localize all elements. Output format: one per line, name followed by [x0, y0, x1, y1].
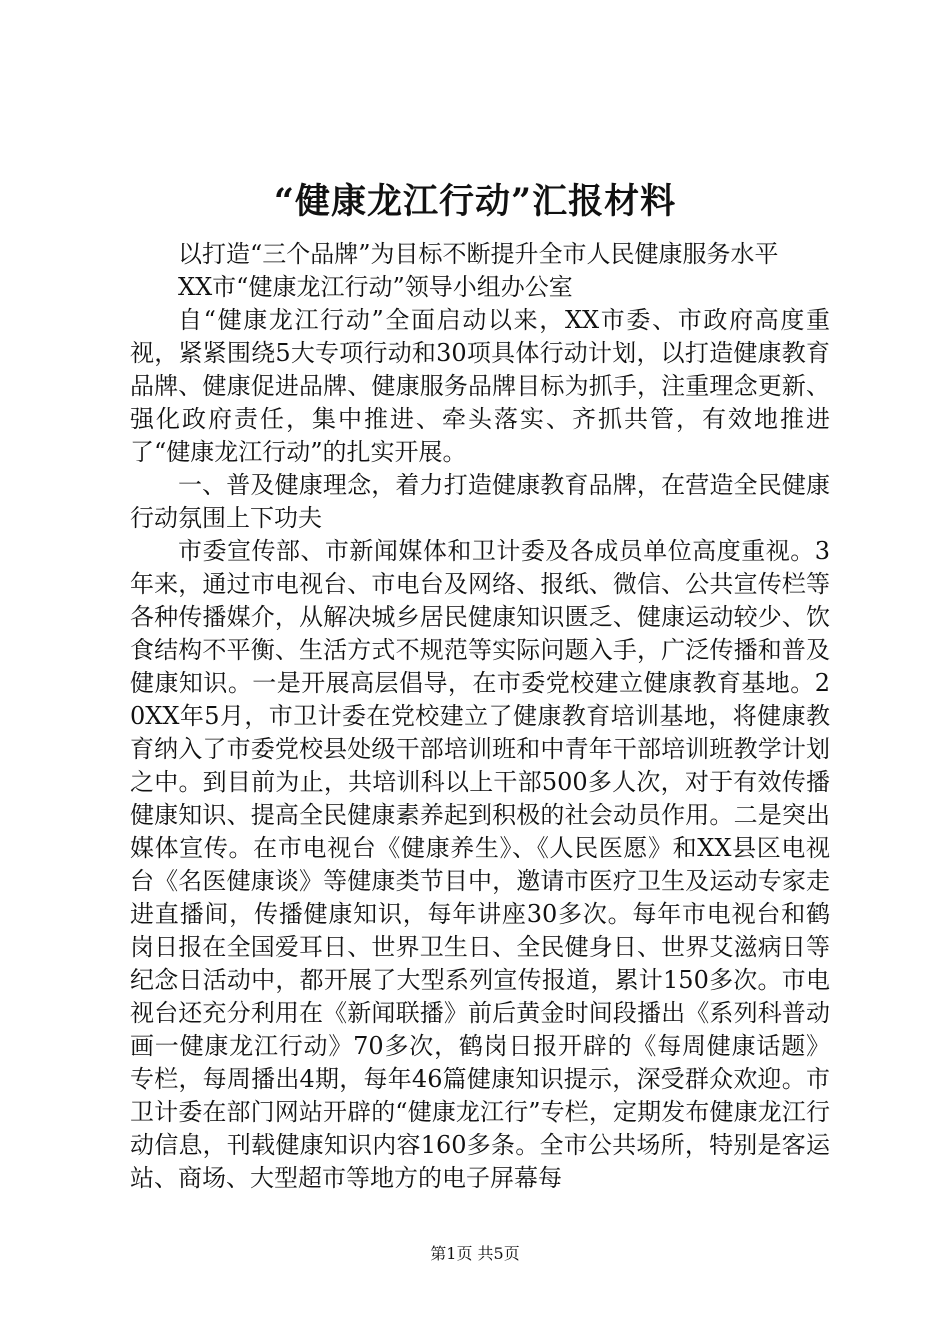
document-title: “健康龙江行动”汇报材料 — [273, 181, 677, 222]
section-heading: 一、普及健康理念，着力打造健康教育品牌，在营造全民健康行动氛围上下功夫 — [130, 471, 830, 532]
page-footer: 第1页 共5页 — [430, 1244, 520, 1263]
body-paragraph: 市委宣传部、市新闻媒体和卫计委及各成员单位高度重视。3年来，通过市电视台、市电台及网络、报纸、微信、公共宣传栏等各种传播媒介，从解决城乡居民健康知识匮乏、健康运动较少、饮食结构不平衡、生活方式不规范等实际问题入手，广泛传播和普及健康知识。一是开展高层倡导，在市委党校建立健康教育基地。20XX年5月，市卫计委在党校建立了健康教育培训基地，将健康教育纳入了市委党校县处级干部培训班和中青年干部培训班教学计划之中。到目前为止，共培训科以上干部500多人次，对于有效传播健康知识、提高全民健康素养起到积极的社会动员作用。二是突出媒体宣传。在市电视台《健康养生》、《人民医愿》和XX县区电视台《名医健康谈》等健康类节目中，邀请市医疗卫生及运动专家走进直播间，传播健康知识，每年讲座30多次。每年市电视台和鹤岗日报在全国爱耳日、世界卫生日、全民健身日、世界艾滋病日等纪念日活动中，都开展了大型系列宣传报道，累计150多次。市电视台还充分利用在《新闻联播》前后黄金时间段播出《系列科普动画一健康龙江行动》70多次，鹤岗日报开辟的《每周健康话题》专栏，每周播出4期，每年46篇健康知识提示，深受群众欢迎。市卫计委在部门网站开辟的“健康龙江行”专栏，定期发布健康龙江行动信息，刊载健康知识内容160多条。全市公共场所，特别是客运站、商场、大型超市等地方的电子屏幕每 — [130, 537, 830, 1192]
subtitle-paragraph: 以打造“三个品牌”为目标不断提升全市人民健康服务水平 — [178, 240, 779, 268]
intro-paragraph: 自“健康龙江行动”全面启动以来，XX市委、市政府高度重视，紧紧围绕5大专项行动和30项具体行动计划，以打造健康教育品牌、健康促进品牌、健康服务品牌目标为抓手，注重理念更新、强化政府责任，集中推进、牵头落实、齐抓共管，有效地推进了“健康龙江行动”的扎实开展。 — [130, 306, 830, 466]
author-line: XX市“健康龙江行动”领导小组办公室 — [178, 273, 573, 301]
document-body — [130, 238, 830, 1195]
